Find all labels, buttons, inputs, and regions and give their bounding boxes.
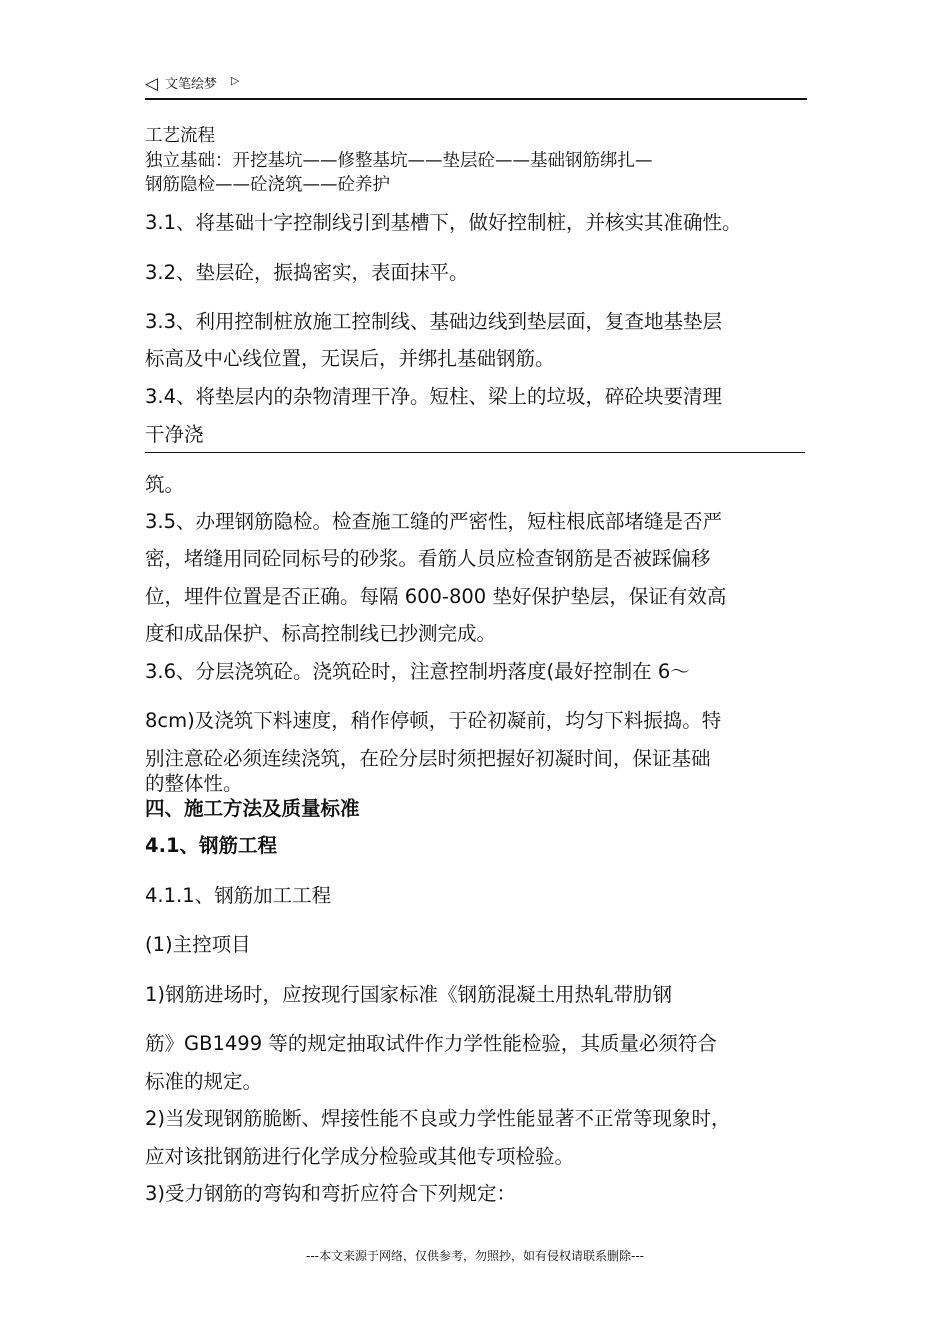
paragraph-line: 筑。 [145, 473, 185, 496]
paragraph-line: 3.2、垫层砼，振捣密实，表面抹平。 [145, 261, 469, 284]
paragraph-line: 密，堵缝用同砼同标号的砂浆。看筋人员应检查钢筋是否被踩偏移 [145, 547, 711, 570]
paragraph-line: 3.5、办理钢筋隐检。检查施工缝的严密性，短柱根底部堵缝是否严 [145, 510, 723, 533]
subsection-heading: 4.1.1、钢筋加工工程 [145, 884, 332, 907]
paragraph-line: 筋》GB1499 等的规定抽取试件作力学性能检验，其质量必须符合 [145, 1032, 717, 1055]
subsection-heading: 4.1、钢筋工程 [145, 834, 278, 857]
paragraph-line: 干净浇 [145, 423, 204, 446]
right-triangle-icon: ▷ [231, 74, 240, 87]
process-title: 工艺流程 [145, 126, 215, 146]
paragraph-line: 1)钢筋进场时，应按现行国家标准《钢筋混凝土用热轧带肋钢 [145, 983, 673, 1006]
paragraph-line: 3)受力钢筋的弯钩和弯折应符合下列规定： [145, 1182, 517, 1205]
paragraph-line: 应对该批钢筋进行化学成分检验或其他专项检验。 [145, 1145, 575, 1168]
section-heading: 四、施工方法及质量标准 [145, 797, 360, 820]
paragraph-line: 标准的规定。 [145, 1070, 263, 1093]
paragraph-line: 3.4、将垫层内的杂物清理干净。短柱、梁上的垃圾，碎砼块要清理 [145, 385, 723, 408]
left-triangle-icon: ◁ [145, 74, 159, 94]
paragraph-line: 3.3、利用控制桩放施工控制线、基础边线到垫层面，复查地基垫层 [145, 310, 723, 333]
page-footer: ---本文来源于网络，仅供参考，勿照抄，如有侵权请联系删除--- [306, 1249, 644, 1263]
paragraph-line: 位，埋件位置是否正确。每隔 600-800 垫好保护垫层，保证有效高 [145, 585, 727, 608]
paragraph-line: 别注意砼必须连续浇筑，在砼分层时须把握好初凝时间，保证基础 [145, 747, 711, 770]
process-line: 独立基础：开挖基坑——修整基坑——垫层砼——基础钢筋绑扎— [145, 151, 653, 171]
item-heading: (1)主控项目 [145, 933, 251, 956]
process-line: 钢筋隐检——砼浇筑——砼养护 [145, 175, 390, 195]
paragraph-line: 度和成品保护、标高控制线已抄测完成。 [145, 622, 497, 645]
paragraph-line: 8cm)及浇筑下料速度，稍作停顿，于砼初凝前，均匀下料振捣。特 [145, 709, 722, 732]
paragraph-line: 2)当发现钢筋脆断、焊接性能不良或力学性能显著不正常等现象时， [145, 1107, 731, 1130]
page-divider [145, 452, 805, 453]
paragraph-line: 标高及中心线位置，无误后，并绑扎基础钢筋。 [145, 347, 555, 370]
paragraph-line: 3.6、分层浇筑砼。浇筑砼时，注意控制坍落度(最好控制在 6～ [145, 660, 690, 683]
paragraph-line: 3.1、将基础十字控制线引到基槽下，做好控制桩，并核实其准确性。 [145, 211, 742, 234]
header-logo-text: 文笔绘梦 [165, 77, 218, 92]
page-header [145, 72, 807, 100]
paragraph-line: 的整体性。 [145, 772, 243, 795]
